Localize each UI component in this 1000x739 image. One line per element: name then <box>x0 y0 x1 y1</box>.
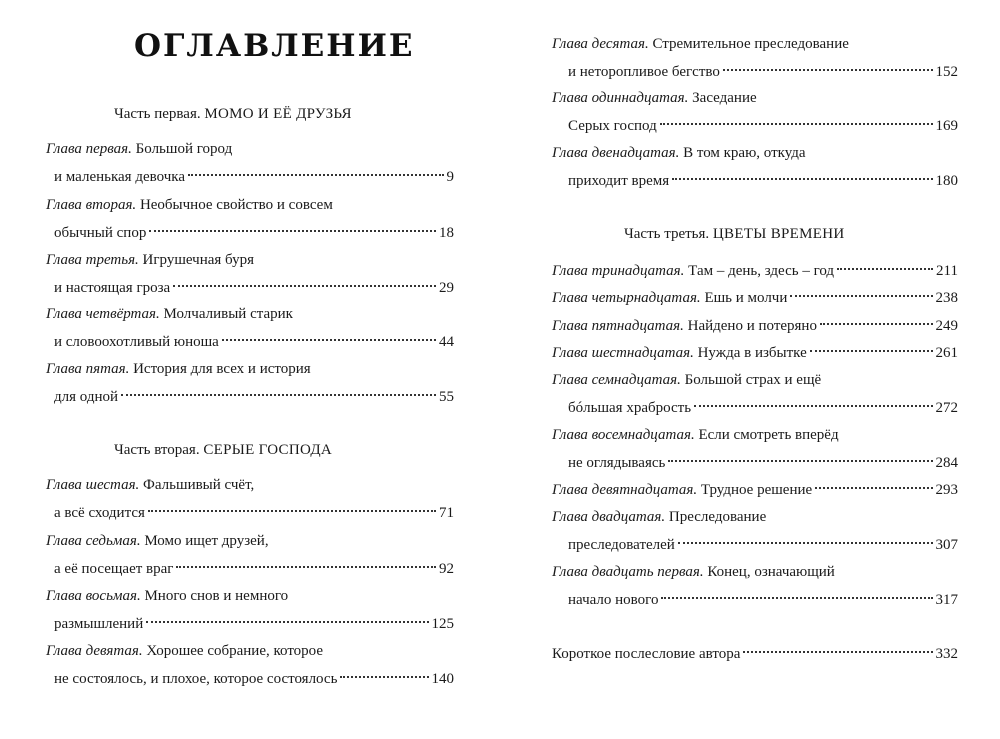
toc-entry[interactable]: Глава шестнадцатая. Нужда в избытке 261 <box>552 345 958 361</box>
toc-entry[interactable]: Глава восьмая. Много снов и немного размышлений 125 <box>46 588 454 632</box>
toc-entry[interactable]: Глава шестая. Фальшивый счёт, а всё сходится 71 <box>46 477 454 521</box>
toc-entry[interactable]: Глава пятая. История для всех и история для одной 55 <box>46 361 454 405</box>
toc-entry[interactable]: Глава четырнадцатая. Ешь и молчи 238 <box>552 290 958 306</box>
toc-entry[interactable]: Глава двадцать первая. Конец, означающий начало нового 317 <box>552 564 958 608</box>
toc-entry[interactable]: Глава четвёртая. Молчаливый старик и словоохотливый юноша 44 <box>46 306 454 350</box>
toc-entry[interactable]: Глава одиннадцатая. Заседание Серых господ 169 <box>552 90 958 134</box>
part-heading-1: Часть первая. МОМО И ЕЁ ДРУЗЬЯ <box>114 106 352 122</box>
toc-entry[interactable]: Глава тринадцатая. Там – день, здесь – год 211 <box>552 263 958 279</box>
page-title: ОГЛАВЛЕНИЕ <box>134 28 415 64</box>
toc-entry-afterword[interactable]: Короткое послесловие автора 332 <box>552 646 958 662</box>
toc-entry[interactable]: Глава семнадцатая. Большой страх и ещё бóльшая храбрость 272 <box>552 372 958 416</box>
toc-entry[interactable]: Глава первая. Большой город и маленькая девочка 9 <box>46 141 454 185</box>
toc-entry[interactable]: Глава двадцатая. Преследование преследователей 307 <box>552 509 958 553</box>
toc-entry[interactable]: Глава восемнадцатая. Если смотреть вперёд не оглядываясь 284 <box>552 427 958 471</box>
toc-entry[interactable]: Глава девятая. Хорошее собрание, которое не состоялось, и плохое, которое состоялось 140 <box>46 643 454 687</box>
toc-entry[interactable]: Глава пятнадцатая. Найдено и потеряно 249 <box>552 318 958 334</box>
toc-entry[interactable]: Глава десятая. Стремительное преследование и неторопливое бегство 152 <box>552 36 958 80</box>
toc-entry[interactable]: Глава третья. Игрушечная буря и настоящая гроза 29 <box>46 252 454 296</box>
toc-entry[interactable]: Глава вторая. Необычное свойство и совсем обычный спор 18 <box>46 197 454 241</box>
toc-entry[interactable]: Глава девятнадцатая. Трудное решение 293 <box>552 482 958 498</box>
part-heading-3: Часть третья. ЦВЕТЫ ВРЕМЕНИ <box>624 226 845 242</box>
part-heading-2: Часть вторая. СЕРЫЕ ГОСПОДА <box>114 442 333 458</box>
toc-entry[interactable]: Глава седьмая. Момо ищет друзей, а её посещает враг 92 <box>46 533 454 577</box>
toc-entry[interactable]: Глава двенадцатая. В том краю, откуда приходит время 180 <box>552 145 958 189</box>
